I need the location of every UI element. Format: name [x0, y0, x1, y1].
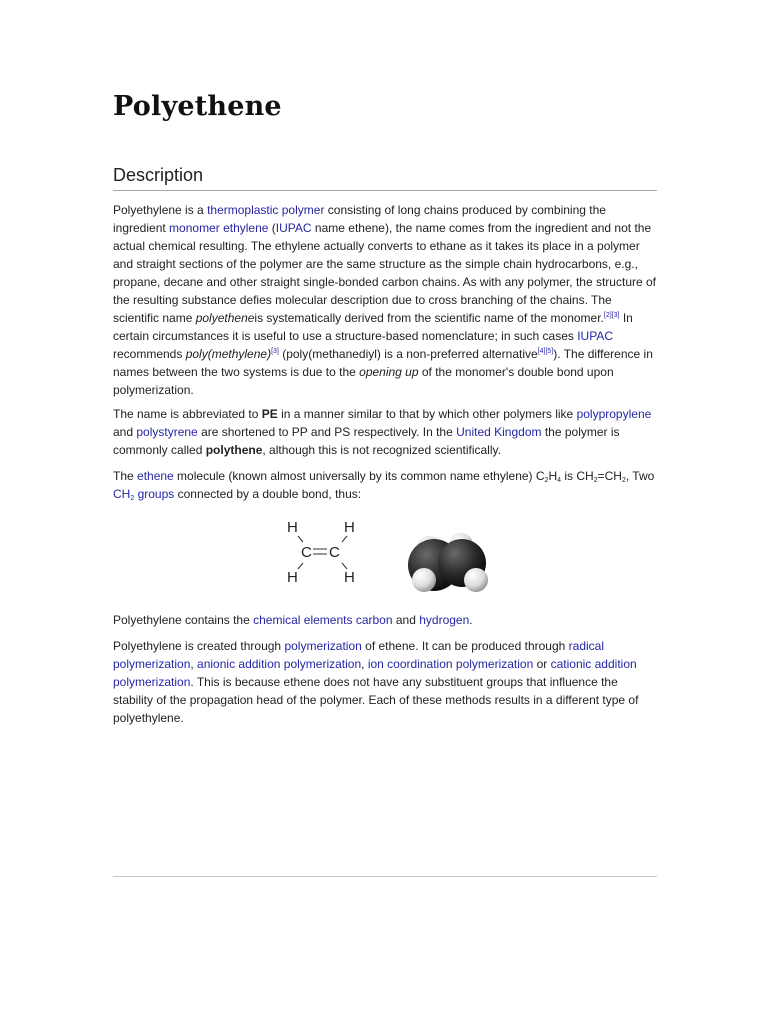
text: recommends: [113, 347, 186, 361]
page-title: Polyethene: [113, 91, 282, 122]
subscript: 2: [544, 477, 549, 484]
link-text: groups: [134, 487, 175, 501]
link-carbon[interactable]: carbon: [355, 613, 393, 627]
citation-3[interactable]: [3]: [271, 348, 279, 355]
text: name ethene), the name comes from the ingredient and not the actual chemical resulting. The ethylene actually converts to ethane as it takes its place in a polymer and straight sections of the polymer are the same structure as the simple chain hydrocarbons, e.g., propane, decane and other straight single-bonded carbon chains. As with any polymer, the structure of the resulting substance defies molecular description due to cross branching of the chains. The scientific name: [113, 221, 656, 325]
text: H: [548, 469, 558, 483]
atom-h-top-right: H: [344, 519, 355, 536]
subscript: 2: [130, 495, 135, 502]
bold-pe: PE: [261, 407, 278, 421]
text: , although this is not recognized scientifically.: [262, 443, 501, 457]
text: =CH: [597, 469, 622, 483]
atom-h-top-left: H: [287, 519, 298, 536]
link-ch2-groups[interactable]: [113, 487, 174, 501]
hydrogen-sphere: [412, 568, 436, 592]
link-united-kingdom[interactable]: United Kingdom: [456, 425, 542, 439]
paragraph-intro: [113, 201, 657, 399]
citation-4-5[interactable]: [4][5]: [537, 348, 554, 355]
link-monomer[interactable]: monomer: [169, 221, 220, 235]
link-iupac-2[interactable]: IUPAC: [577, 329, 614, 343]
ethene-structure-figure: [276, 512, 498, 600]
text: In certain circumstances it is useful to use a structure-based nomenclature; in such cases: [113, 311, 633, 343]
text: . This is because ethene does not have any substituent groups that influence the stability of the propagation head of the polymer. Each of these methods results in a different type of polyethylene.: [113, 675, 639, 725]
hydrogen-sphere: [464, 568, 488, 592]
text: is CH: [561, 469, 594, 483]
text: of ethene. It can be produced through: [361, 639, 569, 653]
link-anionic-addition-polymerization[interactable]: anionic addition polymerization: [197, 657, 362, 671]
link-chemical-elements[interactable]: chemical elements: [253, 613, 353, 627]
emphasis-poly-methylene: poly(methylene): [185, 347, 272, 361]
text: or: [533, 657, 551, 671]
link-ion-coordination-polymerization[interactable]: ion coordination polymerization: [367, 657, 534, 671]
link-iupac[interactable]: IUPAC: [275, 221, 312, 235]
citation-2-3[interactable]: [2][3]: [603, 312, 620, 319]
text: molecule (known almost universally by its common name ethylene) C: [173, 469, 545, 483]
subscript: 2: [593, 477, 598, 484]
text: Polyethylene contains the: [113, 613, 254, 627]
text: and: [113, 425, 137, 439]
text: consisting of long chains produced by combining the ingredient: [113, 203, 606, 235]
atom-c-left: C: [301, 544, 312, 561]
bond-line: [342, 536, 347, 542]
link-polystyrene[interactable]: polystyrene: [136, 425, 198, 439]
emphasis-opening-up: opening up: [359, 365, 419, 379]
text: of the monomer's double bond upon polymerization.: [113, 365, 614, 397]
link-radical-polymerization[interactable]: radical polymerization: [113, 639, 605, 671]
bond-line: [298, 536, 303, 542]
paragraph-elements: [113, 611, 657, 629]
ethene-structure-svg: [276, 512, 498, 600]
text: (: [268, 221, 276, 235]
paragraph-polymerization: [113, 637, 657, 727]
subscript: 4: [557, 477, 562, 484]
bond-line: [298, 563, 303, 569]
text: .: [469, 613, 473, 627]
atom-c-right: C: [329, 544, 340, 561]
paragraph-ethene-molecule: [113, 467, 657, 503]
text: is systematically derived from the scientific name of the monomer.: [254, 311, 604, 325]
text: Polyethylene is created through: [113, 639, 285, 653]
text: are shortened to PP and PS respectively. In the: [197, 425, 457, 439]
subscript: 2: [621, 477, 626, 484]
link-cationic-addition-polymerization[interactable]: cationic addition polymerization: [113, 657, 637, 689]
link-polymerization[interactable]: polymerization: [284, 639, 362, 653]
footer-divider: [113, 876, 657, 877]
link-thermoplastic-polymer[interactable]: thermoplastic polymer: [207, 203, 325, 217]
text: connected by a double bond, thus:: [174, 487, 362, 501]
text: The: [113, 469, 138, 483]
text: the polymer is commonly called: [113, 425, 620, 457]
link-ethene[interactable]: ethene: [137, 469, 174, 483]
text: Polyethylene is a: [113, 203, 208, 217]
text: , Two: [625, 469, 655, 483]
emphasis-polyethene: polyethene: [195, 311, 255, 325]
text: The name is abbreviated to: [113, 407, 262, 421]
link-polypropylene[interactable]: polypropylene: [576, 407, 652, 421]
space-filling-model: [408, 533, 488, 592]
paragraph-abbreviation: [113, 405, 657, 459]
link-ethylene[interactable]: ethylene: [223, 221, 269, 235]
text: ). The difference in names between the two systems is due to the: [113, 347, 653, 379]
text: in a manner similar to that by which other polymers like: [277, 407, 577, 421]
section-heading-description: Description: [113, 165, 657, 191]
link-text: CH: [113, 487, 131, 501]
text: (poly(methanediyl) is a non-preferred alternative: [278, 347, 538, 361]
text: ,: [190, 657, 198, 671]
link-hydrogen[interactable]: hydrogen: [419, 613, 470, 627]
text: ,: [361, 657, 368, 671]
atom-h-bottom-left: H: [287, 569, 298, 586]
bold-polythene: polythene: [205, 443, 263, 457]
text: and: [392, 613, 420, 627]
atom-h-bottom-right: H: [344, 569, 355, 586]
